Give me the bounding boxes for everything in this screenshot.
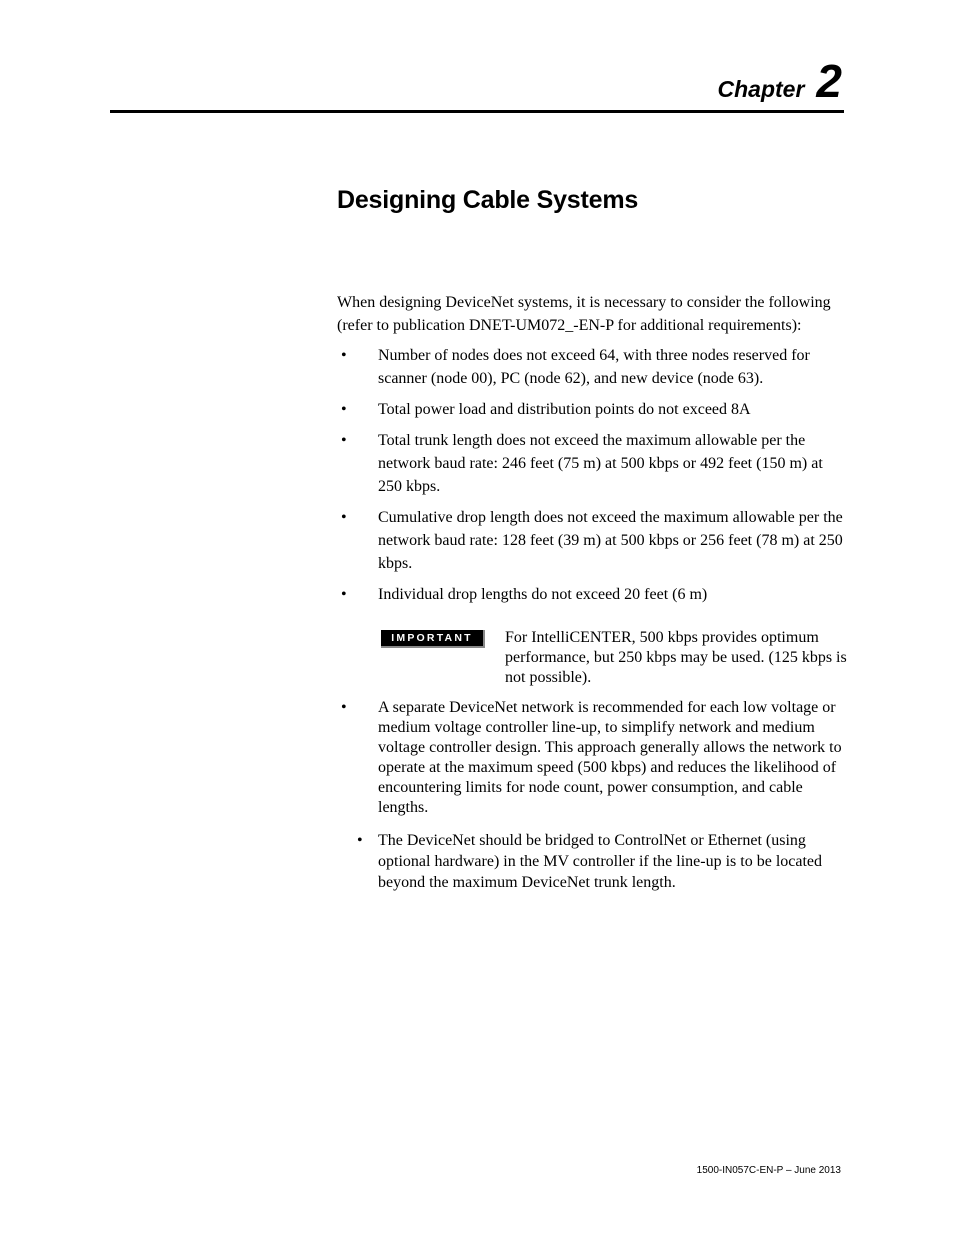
list-item [337, 429, 847, 498]
list-item-text: Number of nodes does not exceed 64, with three nodes reserved for scanner (node 00), PC (node 62), and new device (node 63). [378, 347, 810, 387]
bullet-icon: • [341, 432, 347, 449]
list-item-text: A separate DeviceNet network is recommended for each low voltage or medium voltage controller line-up, to simplify network and medium voltage controller design. This approach generally allows the network to operate at the maximum speed (500 kbps) and reduces the likelihood of encountering limits for node count, power consumption, and cable lengths. [378, 699, 842, 816]
bullet-icon: • [341, 401, 347, 418]
main-content [337, 291, 847, 901]
footer-publication: 1500-IN057C-EN-P – June 2013 [696, 1165, 841, 1176]
requirements-list [337, 344, 847, 606]
bullet-icon: • [341, 699, 347, 716]
chapter-header [717, 55, 843, 107]
list-item-text: The DeviceNet should be bridged to ControlNet or Ethernet (using optional hardware) in the MV controller if the line-up is to be located beyond the maximum DeviceNet trunk length. [378, 832, 823, 891]
list-item [337, 344, 847, 390]
list-item-text: Total trunk length does not exceed the maximum allowable per the network baud rate: 246 feet (75 m) at 500 kbps or 492 feet (150 m) at 250 kbps. [378, 432, 823, 495]
recommendations-list [337, 698, 847, 818]
list-item [337, 506, 847, 575]
chapter-number: 2 [816, 55, 842, 107]
chapter-label: Chapter [717, 76, 805, 102]
list-item-text: Cumulative drop length does not exceed the maximum allowable per the network baud rate: 128 feet (39 m) at 500 kbps or 256 feet (78 m) at 250 kbps. [378, 509, 843, 572]
list-item-text: Individual drop lengths do not exceed 20 feet (6 m) [378, 586, 708, 603]
important-note [381, 628, 847, 688]
chapter-divider [110, 110, 844, 113]
important-badge: IMPORTANT [381, 630, 485, 648]
bullet-icon: • [357, 832, 363, 849]
list-item-text: Total power load and distribution points do not exceed 8A [378, 401, 751, 418]
sub-list [337, 830, 847, 893]
list-item [337, 830, 847, 893]
intro-paragraph: When designing DeviceNet systems, it is necessary to consider the following (refer to publication DNET-UM072_-EN-P for additional requirements): [337, 294, 831, 334]
bullet-icon: • [341, 586, 347, 603]
page-title: Designing Cable Systems [337, 186, 639, 214]
bullet-icon: • [341, 509, 347, 526]
bullet-icon: • [341, 347, 347, 364]
important-text: For IntelliCENTER, 500 kbps provides optimum performance, but 250 kbps may be used. (125 kbps is not possible). [505, 629, 847, 686]
list-item [337, 398, 847, 421]
list-item [337, 698, 847, 818]
list-item [337, 583, 847, 606]
